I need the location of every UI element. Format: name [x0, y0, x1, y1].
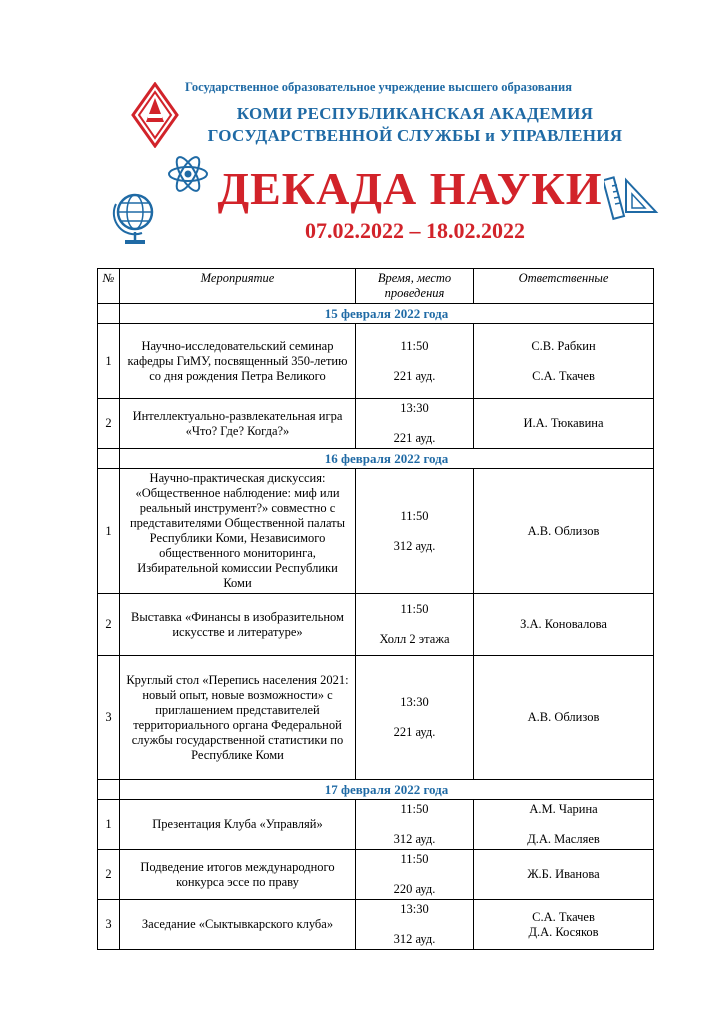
- row-number: 2: [98, 399, 120, 449]
- row-time: 11:50: [400, 508, 429, 523]
- row-time-place: [356, 324, 474, 399]
- row-event: Презентация Клуба «Управляй»: [120, 800, 356, 850]
- row-number: 1: [98, 469, 120, 594]
- table-row: [98, 594, 654, 656]
- table-row: [98, 399, 654, 449]
- row-responsible: [474, 800, 654, 850]
- row-place: 312 ауд.: [393, 932, 436, 946]
- row-time-place: [356, 900, 474, 950]
- day-header-spacer: [98, 304, 120, 324]
- row-event: Научно-практическая дискуссия: «Общественное наблюдение: миф или реальный инструмент?» совместно с представителями Общественной палаты Республики Коми, Независимого общественного мониторинга, Избирательной комиссии Республики Коми: [120, 469, 356, 594]
- table-row: [98, 850, 654, 900]
- row-time-place: [356, 800, 474, 850]
- col-header-event: Мероприятие: [120, 269, 356, 304]
- row-number: 2: [98, 850, 120, 900]
- row-time: 13:30: [400, 695, 429, 709]
- row-time-place: [356, 594, 474, 656]
- institution-type: Государственное образовательное учреждение высшего образования: [185, 80, 572, 94]
- col-header-number: №: [98, 269, 120, 304]
- responsible-person: С.В. Рабкин: [531, 338, 596, 353]
- day-header-row: [98, 780, 654, 800]
- row-time-place: [356, 656, 474, 780]
- row-event: Интеллектуально-развлекательная игра «Что? Где? Когда?»: [120, 399, 356, 449]
- row-time: 13:30: [400, 401, 429, 415]
- row-time-place: [356, 850, 474, 900]
- row-responsible: А.В. Облизов: [474, 469, 654, 594]
- row-place: 221 ауд.: [393, 431, 436, 445]
- row-number: 3: [98, 900, 120, 950]
- row-place: Холл 2 этажа: [379, 632, 450, 646]
- page-title: ДЕКАДА НАУКИ: [217, 163, 603, 214]
- academy-logo-icon: [130, 82, 180, 148]
- ruler-triangle-icon: [604, 172, 660, 222]
- row-time-place: [356, 399, 474, 449]
- row-time: 13:30: [400, 902, 429, 916]
- responsible-person: Д.А. Масляев: [527, 832, 600, 846]
- row-place: 220 ауд.: [393, 882, 436, 896]
- row-number: 3: [98, 656, 120, 780]
- table-row: [98, 656, 654, 780]
- row-event: Выставка «Финансы в изобразительном искусстве и литературе»: [120, 594, 356, 656]
- row-number: 2: [98, 594, 120, 656]
- col-header-responsible: Ответственные: [474, 269, 654, 304]
- responsible-person: А.М. Чарина: [529, 802, 598, 816]
- row-time-place: [356, 469, 474, 594]
- day-header-row: [98, 449, 654, 469]
- row-event: Научно-исследовательский семинар кафедры ГиМУ, посвященный 350-летию со дня рождения Петра Великого: [120, 324, 356, 399]
- row-event: Круглый стол «Перепись населения 2021: новый опыт, новые возможности» с приглашением представителей территориального органа Федеральной службы государственной статистики по Республике Коми: [120, 656, 356, 780]
- row-event: Подведение итогов международного конкурса эссе по праву: [120, 850, 356, 900]
- atom-icon: [167, 153, 209, 195]
- row-event: Заседание «Сыктывкарского клуба»: [120, 900, 356, 950]
- institution-name-line-1: КОМИ РЕСПУБЛИКАНСКАЯ АКАДЕМИЯ: [236, 104, 594, 123]
- table-row: [98, 469, 654, 594]
- day-header-row: [98, 304, 654, 324]
- responsible-person: Д.А. Косяков: [528, 924, 599, 939]
- row-time: 11:50: [400, 852, 429, 866]
- row-responsible: З.А. Коновалова: [474, 594, 654, 656]
- row-responsible: [474, 324, 654, 399]
- institution-name-line-2: ГОСУДАРСТВЕННОЙ СЛУЖБЫ и УПРАВЛЕНИЯ: [207, 126, 623, 145]
- table-header-row: [98, 269, 654, 304]
- table-row: [98, 800, 654, 850]
- row-time: 11:50: [400, 602, 429, 616]
- row-place: 312 ауд.: [393, 538, 436, 553]
- row-responsible: [474, 900, 654, 950]
- row-place: 221 ауд.: [393, 368, 436, 383]
- globe-icon: [112, 190, 158, 246]
- day-date: 15 февраля 2022 года: [120, 304, 654, 324]
- row-responsible: Ж.Б. Иванова: [474, 850, 654, 900]
- row-place: 312 ауд.: [393, 832, 436, 846]
- col-header-time-place: Время, место проведения: [356, 269, 474, 304]
- table-row: [98, 324, 654, 399]
- table-row: [98, 900, 654, 950]
- day-header-spacer: [98, 449, 120, 469]
- row-responsible: И.А. Тюкавина: [474, 399, 654, 449]
- row-responsible: А.В. Облизов: [474, 656, 654, 780]
- document-header: [0, 0, 724, 260]
- event-dates: 07.02.2022 – 18.02.2022: [305, 218, 525, 243]
- day-date: 16 февраля 2022 года: [120, 449, 654, 469]
- row-time: 11:50: [400, 802, 429, 816]
- row-number: 1: [98, 800, 120, 850]
- day-date: 17 февраля 2022 года: [120, 780, 654, 800]
- row-number: 1: [98, 324, 120, 399]
- row-time: 11:50: [400, 338, 429, 353]
- day-header-spacer: [98, 780, 120, 800]
- schedule-table: [97, 268, 654, 950]
- responsible-person: С.А. Ткачев: [532, 368, 595, 383]
- row-place: 221 ауд.: [393, 725, 436, 739]
- responsible-person: С.А. Ткачев: [532, 909, 595, 924]
